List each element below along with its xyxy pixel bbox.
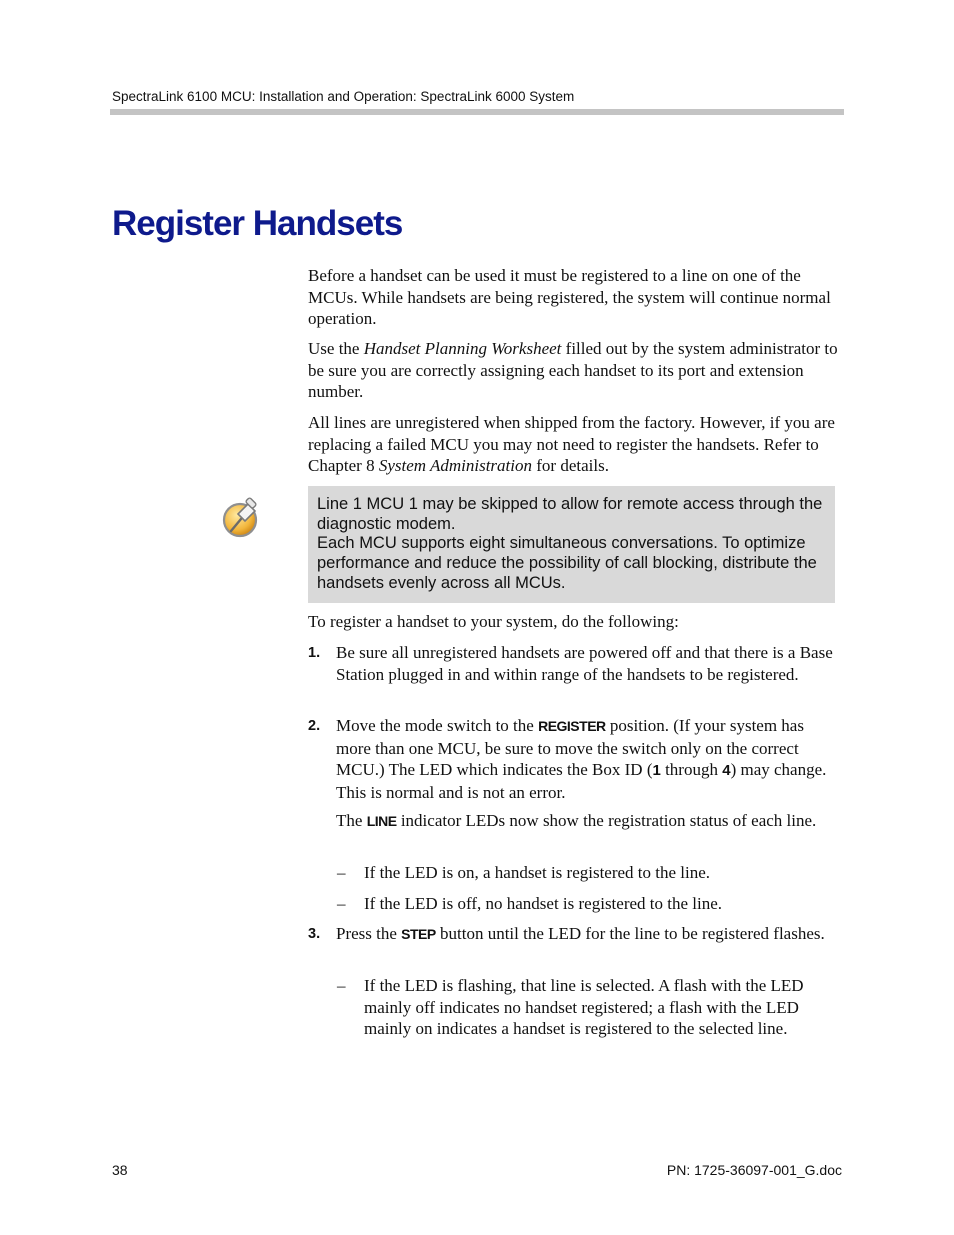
bullet-dash: –	[337, 976, 346, 995]
step-1-number: 1.	[308, 645, 321, 661]
intro-paragraph-2: Use the Handset Planning Worksheet filled out by the system administrator to be sure you are correctly assigning each handset to its port and extension number.	[308, 339, 838, 401]
worksheet-reference: Handset Planning Worksheet	[363, 339, 562, 358]
step-3-text: Press the STEP button until the LED for the line to be registered flashes.	[336, 924, 825, 943]
pushpin-note-icon	[219, 495, 265, 541]
procedure-lead-in: To register a handset to your system, do the following:	[308, 612, 679, 631]
step-2-follow-text: The LINE indicator LEDs now show the registration status of each line.	[336, 811, 817, 830]
step-3-number: 3.	[308, 926, 321, 942]
intro-paragraph-3: All lines are unregistered when shipped from the factory. However, if you are replacing a failed MCU you may not need to register the handsets. Refer to Chapter 8 System Administration for details.	[308, 413, 835, 475]
note-line-2: Each MCU supports eight simultaneous conversations. To optimize performance and reduce the possibility of call blocking, distribute the handsets evenly across all MCUs.	[317, 534, 817, 592]
step-2-bullet-1: If the LED is on, a handset is registered to the line.	[364, 863, 711, 882]
step-keyword: STEP	[401, 926, 436, 942]
register-keyword: REGISTER	[538, 718, 606, 734]
intro-paragraph-1: Before a handset can be used it must be registered to a line on one of the MCUs. While handsets are being registered, the system will continue normal operation.	[308, 266, 831, 328]
running-header: SpectraLink 6100 MCU: Installation and Operation: SpectraLink 6000 System	[112, 89, 575, 104]
part-number: PN: 1725-36097-001_G.doc	[666, 1162, 842, 1178]
bullet-dash: –	[337, 863, 346, 882]
step-3-bullet-1: If the LED is flashing, that line is selected. A flash with the LED mainly off indicates no handset registered; a flash with the LED mainly on indicates a handset is registered to the selected line.	[364, 976, 804, 1038]
step-1-text: Be sure all unregistered handsets are powered off and that there is a Base Station plugged in and within range of the handsets to be registered.	[336, 643, 833, 684]
step-2-text: Move the mode switch to the REGISTER position. (If your system has more than one MCU, be sure to move the switch only on the correct MCU.) The LED which indicates the Box ID (1 through 4) may change. This is normal and is not an error.	[336, 716, 827, 802]
page-number: 38	[112, 1162, 128, 1178]
step-2-number: 2.	[308, 718, 321, 734]
page-title: Register Handsets	[112, 204, 403, 243]
header-rule	[110, 109, 844, 115]
line-keyword: LINE	[366, 813, 397, 829]
bullet-dash: –	[337, 894, 346, 913]
note-box	[308, 486, 835, 603]
chapter-reference: System Administration	[378, 456, 532, 475]
note-line-1: Line 1 MCU 1 may be skipped to allow for remote access through the diagnostic modem.	[317, 495, 823, 533]
step-2-bullet-2: If the LED is off, no handset is registered to the line.	[364, 894, 723, 913]
